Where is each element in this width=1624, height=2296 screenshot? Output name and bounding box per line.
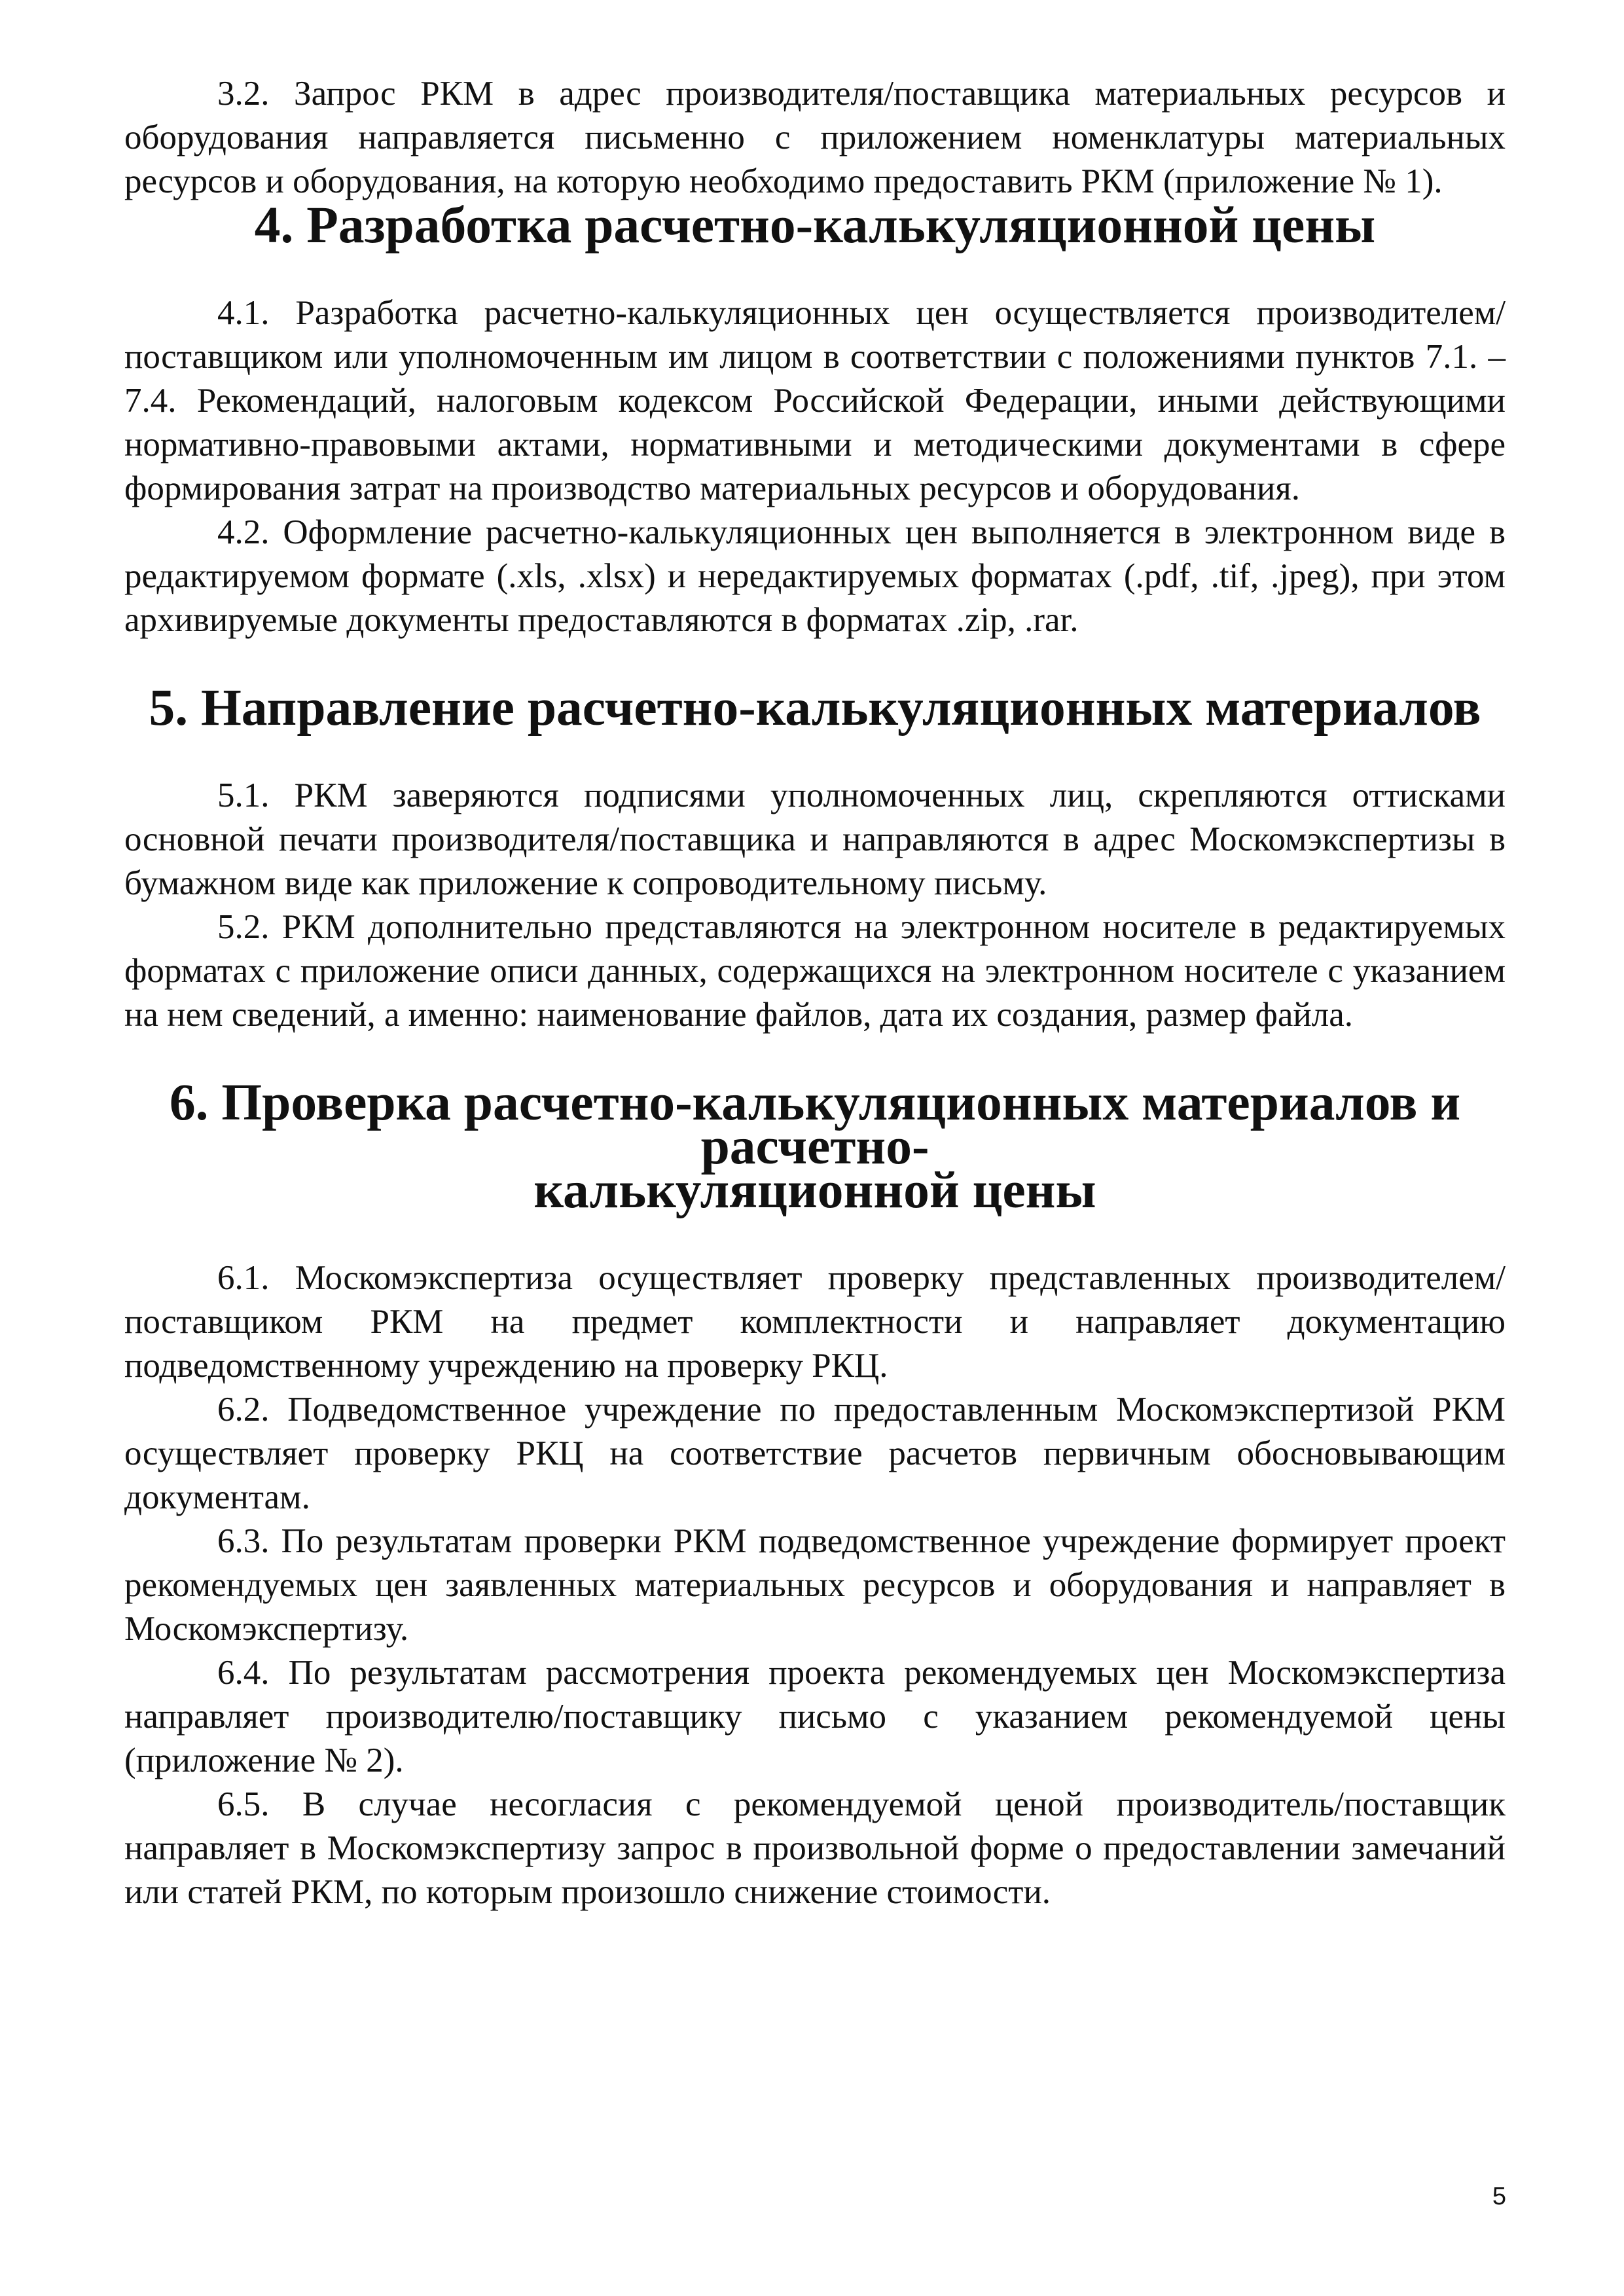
paragraph-6-4: 6.4. По результатам рассмотрения проекта рекомендуемых цен Москомэкспертиза направляет производителю/поставщику письмо с указанием рекомендуемой цены (приложение № 2). — [124, 1654, 1506, 1779]
section-4-heading: 4. Разработка расчетно-калькуляционной цены — [254, 196, 1376, 254]
section-6-heading-line-2: калькуляционной цены — [533, 1161, 1096, 1219]
paragraph-6-2: 6.2. Подведомственное учреждение по предоставленным Москомэкспертизой РКМ осуществляет проверку РКЦ на соответствие расчетов первичным обосновывающим документам. — [124, 1391, 1506, 1516]
paragraph-3-2: 3.2. Запрос РКМ в адрес производителя/поставщика материальных ресурсов и оборудования направляется письменно с приложением номенклатуры материальных ресурсов и оборудования, на которую необходимо предоставить РКМ (приложение № 1). — [124, 75, 1506, 200]
page-number: 5 — [1492, 2183, 1506, 2210]
document-body — [124, 72, 1506, 1914]
paragraph-4-1: 4.1. Разработка расчетно-калькуляционных цен осуществляется производителем/поставщиком или уполномоченным им лицом в соответствии с положениями пунктов 7.1. – 7.4. Рекомендаций, налоговым кодексом Российской Федерации, иными действующими нормативно-правовыми актами, нормативными и методическими документами в сфере формирования затрат на производство материальных ресурсов и оборудования. — [124, 294, 1506, 507]
paragraph-6-3: 6.3. По результатам проверки РКМ подведомственное учреждение формирует проект рекомендуемых цен заявленных материальных ресурсов и оборудования и направляет в Москомэкспертизу. — [124, 1522, 1506, 1648]
paragraph-5-2: 5.2. РКМ дополнительно представляются на электронном носителе в редактируемых форматах с приложение описи данных, содержащихся на электронном носителе с указанием на нем сведений, а именно: наименование файлов, дата их создания, размер файла. — [124, 908, 1506, 1034]
paragraph-6-1: 6.1. Москомэкспертиза осуществляет проверку представленных производителем/поставщиком РКМ на предмет комплектности и направляет документацию подведомственному учреждению на проверку РКЦ. — [124, 1259, 1506, 1385]
section-5-heading: 5. Направление расчетно-калькуляционных материалов — [149, 679, 1481, 737]
paragraph-5-1: 5.1. РКМ заверяются подписями уполномоченных лиц, скрепляются оттисками основной печати производителя/поставщика и направляются в адрес Москомэкспертизы в бумажном виде как приложение к сопроводительному письму. — [124, 776, 1506, 902]
paragraph-4-2: 4.2. Оформление расчетно-калькуляционных цен выполняется в электронном виде в редактируемом формате (.xls, .xlsx) и нередактируемых форматах (.pdf, .tif, .jpeg), при этом архивируемые документы предоставляются в форматах .zip, .rar. — [124, 513, 1506, 639]
section-6-heading-line-1: 6. Проверка расчетно-калькуляционных материалов и расчетно- — [169, 1074, 1461, 1175]
paragraph-6-5: 6.5. В случае несогласия с рекомендуемой ценой производитель/поставщик направляет в Москомэкспертизу запрос в произвольной форме о предоставлении замечаний или статей РКМ, по которым произошло снижение стоимости. — [124, 1785, 1506, 1911]
section-6-heading — [124, 1074, 1506, 1219]
